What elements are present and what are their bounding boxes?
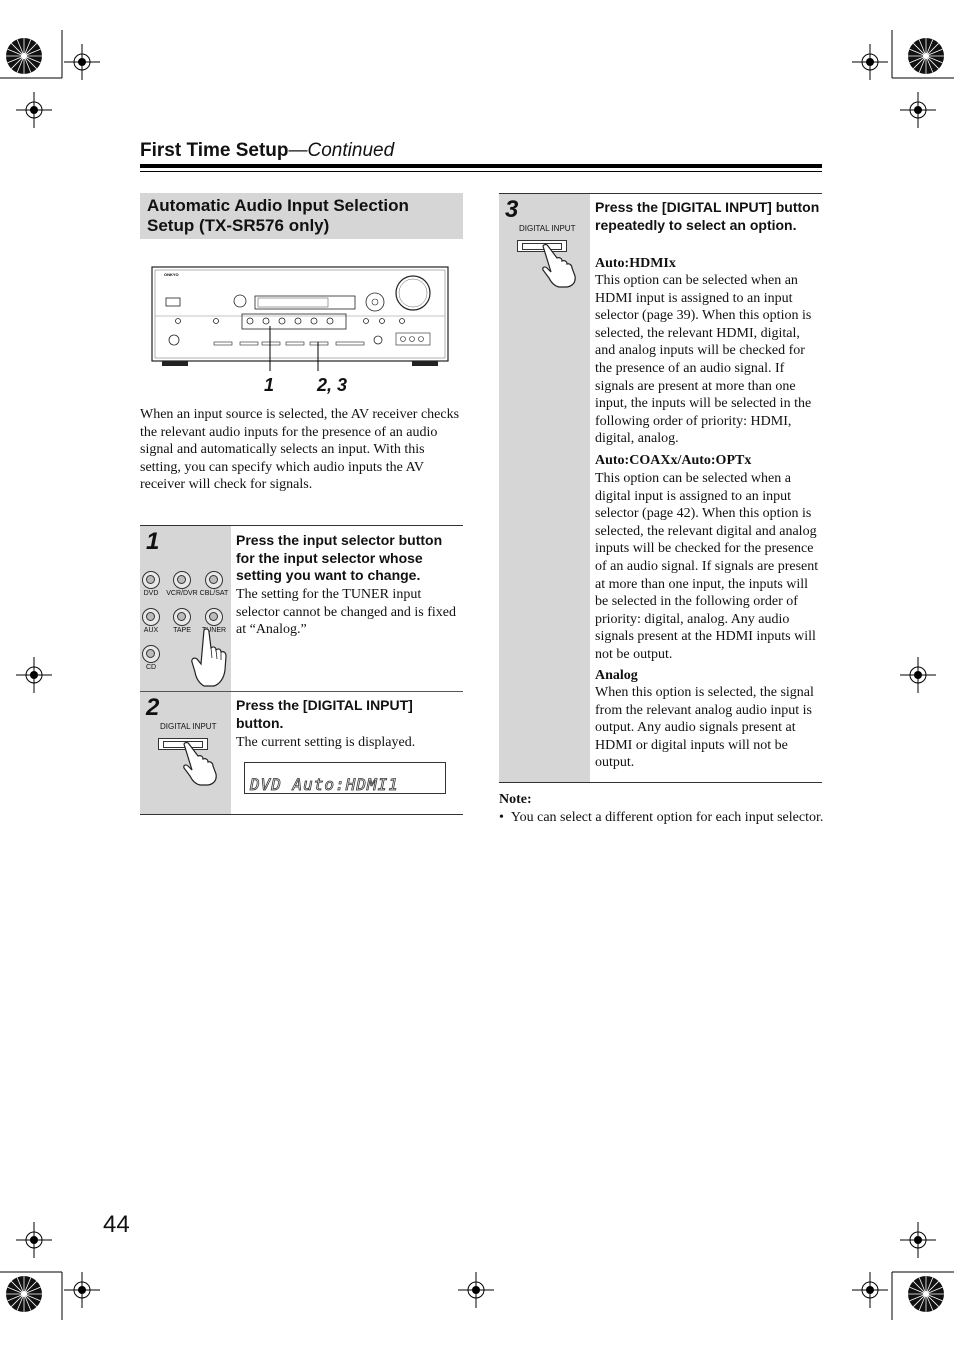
callout-step-1: 1: [264, 375, 275, 395]
registration-starburst-icon: [6, 38, 42, 74]
tape-button-label: TAPE: [173, 627, 191, 634]
registration-cross-icon: [16, 92, 52, 128]
page-number: 44: [103, 1211, 130, 1238]
vcr-dvr-button-label: VCR/DVR: [166, 590, 198, 597]
registration-starburst-icon: [908, 1276, 944, 1312]
step-2-body: The current setting is displayed.: [236, 735, 416, 750]
step-2-bottom-rule: [140, 814, 463, 815]
registration-cross-icon: [64, 1272, 100, 1308]
option-auto-hdmi-text: This option can be selected when an HDMI input is assigned to an input selector (page 39). When this option is selected, the relevant HDMI, digital, and analog inputs will be checked for the presence of an audio signal. If signals are present at more than one input, the inputs will be selected in the following order of priority: HDMI, digital, analog.: [595, 273, 812, 447]
page-header-title: [140, 140, 394, 162]
dvd-button-label: DVD: [143, 590, 159, 597]
pointing-hand-icon: [539, 244, 581, 288]
step-2-number: 2: [146, 694, 160, 721]
tuner-button-label: TUNER: [201, 627, 227, 634]
pointing-hand-icon: [190, 628, 230, 688]
pointing-hand-icon: [180, 742, 222, 786]
step-1-body: The setting for the TUNER input selector cannot be changed and is fixed at “Analog.”: [236, 587, 457, 638]
callout-step-2-3: 2, 3: [317, 375, 348, 395]
note-label: Note:: [499, 792, 532, 807]
registration-cross-icon: [458, 1272, 494, 1308]
registration-cross-icon: [900, 657, 936, 693]
step-1-heading: Press the input selector button for the input selector whose setting you want to change.: [236, 532, 443, 584]
option-analog-title: Analog: [595, 668, 638, 683]
option-auto-hdmi-title: Auto:HDMIx: [595, 256, 676, 271]
note-item-text: You can select a different option for each input selector.: [510, 810, 824, 825]
receiver-brand: ONKYO: [164, 272, 179, 277]
digital-input-button-label: DIGITAL INPUT: [160, 722, 217, 731]
step-2-heading: Press the [DIGITAL INPUT] button.: [236, 697, 413, 731]
intro-paragraph: When an input source is selected, the AV receiver checks the relevant audio inputs for the presence of an audio signal and automatically selects an input. With this setting, you can specify which audio inputs the AV receiver will check for signals.: [140, 407, 460, 493]
tape-button[interactable]: [173, 608, 191, 626]
option-analog-text: When this option is selected, the signal from the relevant analog audio input is output. Any audio signals present at HDMI or digital inputs will not be output.: [595, 685, 814, 771]
step-3-heading: Press the [DIGITAL INPUT] button repeatedly to select an option.: [595, 199, 820, 233]
cd-button[interactable]: [142, 645, 160, 663]
registration-cross-icon: [900, 1222, 936, 1258]
step-3-bottom-rule: [499, 782, 822, 783]
registration-cross-icon: [852, 1272, 888, 1308]
cd-button-label: CD: [145, 664, 157, 671]
header-rule-thin: [140, 171, 822, 172]
vcr-dvr-button[interactable]: [173, 571, 191, 589]
dvd-button[interactable]: [142, 571, 160, 589]
option-auto-coax-opt-text: This option can be selected when a digital input is assigned to an input selector (page 42). When this option is selected, the relevant digital and analog inputs will be checked for the presence of an audio signal. If signals are present at more than one input, the inputs will be selected in the following order of priority: digital, analog. Any audio signals present at the HDMI inputs will not be output.: [595, 471, 819, 662]
option-auto-coax-opt-title: Auto:COAXx/Auto:OPTx: [595, 453, 752, 468]
cbl-sat-button[interactable]: [205, 571, 223, 589]
cbl-sat-button-label: CBL/SAT: [199, 590, 229, 597]
registration-cross-icon: [64, 44, 100, 80]
header-rule: [140, 164, 822, 168]
receiver-illustration: [150, 266, 450, 376]
digital-input-button-label: DIGITAL INPUT: [519, 224, 576, 233]
registration-starburst-icon: [6, 1276, 42, 1312]
step-1-number: 1: [146, 528, 160, 555]
display-readout: DVD Auto:HDMI1: [250, 775, 399, 794]
registration-cross-icon: [852, 44, 888, 80]
note-item: • You can select a different option for each input selector.: [499, 810, 824, 825]
header-continued-text: —Continued: [288, 140, 395, 161]
header-title-text: First Time Setup: [140, 140, 289, 161]
step-3-number: 3: [505, 196, 519, 223]
registration-cross-icon: [16, 1222, 52, 1258]
registration-starburst-icon: [908, 38, 944, 74]
section-heading: Automatic Audio Input Selection Setup (TX-SR576 only): [147, 196, 409, 235]
registration-cross-icon: [16, 657, 52, 693]
aux-button[interactable]: [142, 608, 160, 626]
aux-button-label: AUX: [143, 627, 159, 634]
registration-cross-icon: [900, 92, 936, 128]
tuner-button[interactable]: [205, 608, 223, 626]
